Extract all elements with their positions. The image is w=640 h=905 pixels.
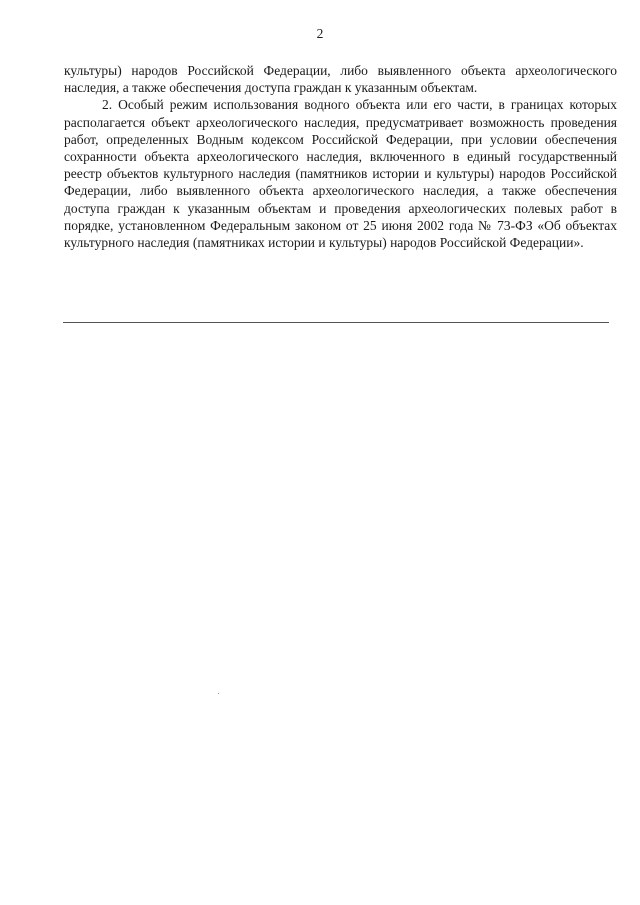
paragraph-continuation [64, 62, 617, 96]
text-line: наследия (памятников истории и культуры) народов Российской Федерации, либо [64, 166, 617, 199]
document-body [64, 62, 617, 251]
text-line: Федерации, при условии обеспечения сохранности объекта археологического [64, 131, 617, 165]
text-line: в порядке, установленном Федеральным законом от 25 июня 2002 года № 73-ФЗ [64, 200, 618, 233]
closing-rule [63, 322, 609, 323]
page-number: 2 [316, 26, 324, 41]
text-line: 2. Особый режим использования водного объекта или его части, в границах [102, 97, 564, 113]
text-line: граждан к указанным объектам и проведения археологических полевых работ [117, 200, 603, 216]
text-line: культуры) народов Российской Федерации, либо выявленного объекта [64, 63, 506, 78]
text-line: которых располагается объект археологического наследия, предусматривает [64, 97, 618, 130]
text-line: археологического наследия, а также обеспечения доступа граждан к указанным [64, 63, 617, 96]
text-line: возможность проведения работ, определенных Водным кодексом Российской [64, 114, 618, 147]
scan-speck [218, 693, 219, 694]
text-line: Российской Федерации». [439, 235, 584, 251]
text-line: наследия, включенного в единый государственный реестр объектов культурного [64, 149, 618, 182]
text-line: «Об объектах культурного наследия (памятниках истории и культуры) народов [64, 217, 618, 251]
text-line: объектам. [420, 80, 478, 96]
paragraph-item-2 [64, 96, 617, 251]
text-line: выявленного объекта археологического наследия, а также обеспечения доступа [64, 183, 617, 216]
